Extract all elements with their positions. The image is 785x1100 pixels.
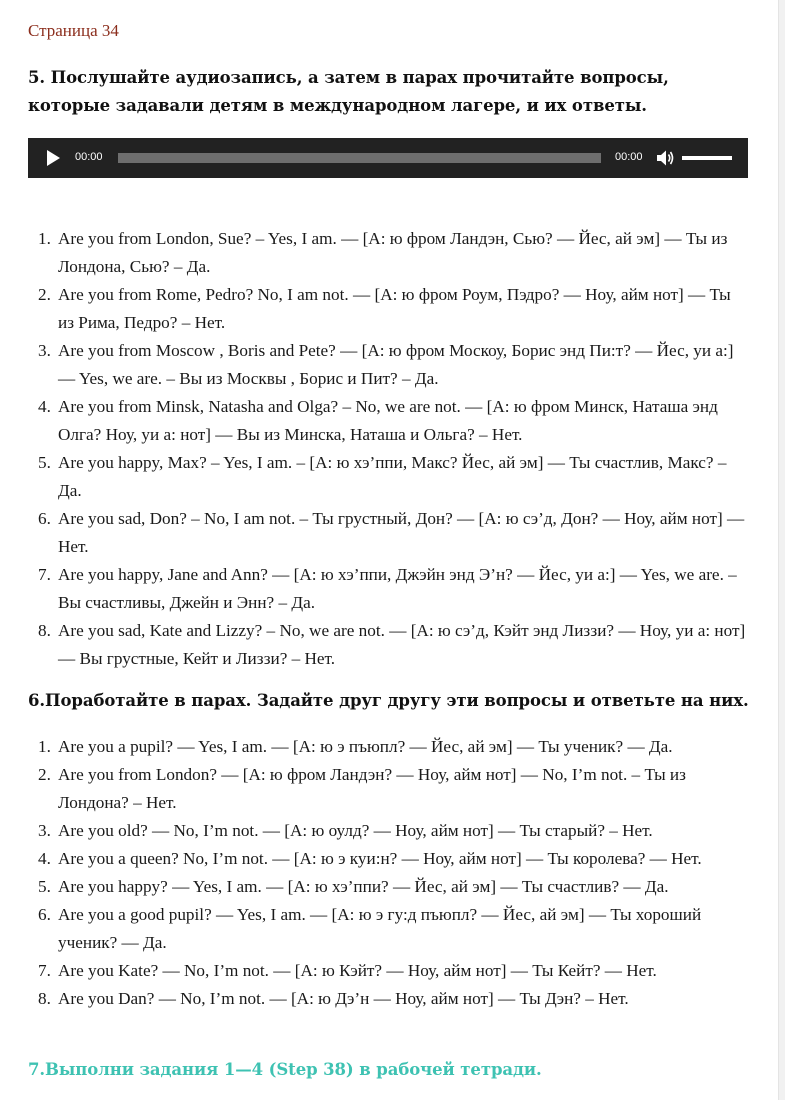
list-item xyxy=(28,901,750,957)
item-number: 3. xyxy=(38,821,51,840)
item-text: Are you happy, Max? – Yes, I am. – [А: ю хэ’ппи, Макс? Йес, ай эм] — Ты счастлив, Макс? – Да. xyxy=(58,453,727,500)
item-number: 2. xyxy=(38,765,51,784)
list-item xyxy=(28,817,750,845)
item-text: Are you happy, Jane and Ann? — [А: ю хэ’ппи, Джэйн энд Э’н? — Йес, уи а:] — Yes, we are. – Вы счастливы, Джейн и Энн? – Да. xyxy=(58,565,737,612)
task-6-heading: 6.Поработайте в парах. Задайте друг другу эти вопросы и ответьте на них. xyxy=(28,691,749,710)
item-number: 4. xyxy=(38,849,51,868)
list-item xyxy=(28,281,750,337)
item-text: Are you from Moscow , Boris and Pete? — [А: ю фром Москоу, Борис энд Пи:т? — Йес, уи а:] — Yes, we are. – Вы из Москвы , Борис и Пит? – Да. xyxy=(58,341,734,388)
list-item xyxy=(28,561,750,617)
task-7-heading: 7.Выполни задания 1—4 (Step 38) в рабочей тетради. xyxy=(28,1060,542,1079)
item-number: 6. xyxy=(38,509,51,528)
current-time: 00:00 xyxy=(75,151,103,163)
item-text: Are you old? — No, I’m not. — [А: ю оулд? — Ноу, айм нот] — Ты старый? – Нет. xyxy=(58,821,653,840)
item-number: 8. xyxy=(38,989,51,1008)
item-text: Are you a pupil? — Yes, I am. — [А: ю э пъюпл? — Йес, ай эм] — Ты ученик? — Да. xyxy=(58,737,673,756)
item-number: 5. xyxy=(38,453,51,472)
task-5-list xyxy=(28,225,750,673)
list-item xyxy=(28,337,750,393)
item-number: 4. xyxy=(38,397,51,416)
play-icon[interactable] xyxy=(47,150,60,166)
item-text: Are you a queen? No, I’m not. — [А: ю э куи:н? — Ноу, айм нот] — Ты королева? — Нет. xyxy=(58,849,702,868)
list-item xyxy=(28,761,750,817)
list-item xyxy=(28,985,750,1013)
item-number: 7. xyxy=(38,565,51,584)
list-item xyxy=(28,225,750,281)
item-text: Are you happy? — Yes, I am. — [А: ю хэ’ппи? — Йес, ай эм] — Ты счастлив? — Да. xyxy=(58,877,669,896)
list-item xyxy=(28,393,750,449)
item-number: 3. xyxy=(38,341,51,360)
list-item xyxy=(28,449,750,505)
item-number: 7. xyxy=(38,961,51,980)
list-item xyxy=(28,845,750,873)
volume-icon[interactable] xyxy=(656,149,676,167)
item-text: Are you Kate? — No, I’m not. — [А: ю Кэйт? — Ноу, айм нот] — Ты Кейт? — Нет. xyxy=(58,961,657,980)
list-item xyxy=(28,505,750,561)
item-number: 1. xyxy=(38,229,51,248)
list-item xyxy=(28,733,750,761)
item-text: Are you from London, Sue? – Yes, I am. — [А: ю фром Ландэн, Сью? — Йес, ай эм] — Ты из Лондона, Сью? – Да. xyxy=(58,229,728,276)
item-number: 8. xyxy=(38,621,51,640)
list-item xyxy=(28,957,750,985)
volume-slider[interactable] xyxy=(682,156,732,160)
page-label: Страница 34 xyxy=(28,21,119,40)
item-text: Are you from Rome, Pedro? No, I am not. — [А: ю фром Роум, Пэдро? — Ноу, айм нот] — Ты из Рима, Педро? – Нет. xyxy=(58,285,731,332)
list-item xyxy=(28,617,750,673)
item-number: 2. xyxy=(38,285,51,304)
task-6-list xyxy=(28,733,750,1013)
total-time: 00:00 xyxy=(615,151,643,163)
item-text: Are you from London? — [А: ю фром Ландэн? — Ноу, айм нот] — No, I’m not. – Ты из Лондона? – Нет. xyxy=(58,765,686,812)
task-5-heading: 5. Послушайте аудиозапись, а затем в парах прочитайте вопросы, которые задавали детям в международном лагере, и их ответы. xyxy=(28,68,669,115)
item-text: Are you from Minsk, Natasha and Olga? – No, we are not. — [А: ю фром Минск, Наташа энд Олга? Ноу, уи а: нот] — Вы из Минска, Наташа и Ольга? – Нет. xyxy=(58,397,718,444)
item-number: 1. xyxy=(38,737,51,756)
audio-player xyxy=(28,138,748,178)
item-number: 5. xyxy=(38,877,51,896)
list-item xyxy=(28,873,750,901)
scrollbar[interactable] xyxy=(778,0,785,1100)
item-text: Are you sad, Kate and Lizzy? – No, we are not. — [А: ю сэ’д, Кэйт энд Лиззи? — Ноу, уи а: нот] — Вы грустные, Кейт и Лиззи? – Нет. xyxy=(58,621,746,668)
item-text: Are you sad, Don? – No, I am not. – Ты грустный, Дон? — [А: ю сэ’д, Дон? — Ноу, айм нот] — Нет. xyxy=(58,509,745,556)
item-number: 6. xyxy=(38,905,51,924)
item-text: Are you Dan? — No, I’m not. — [А: ю Дэ’н — Ноу, айм нот] — Ты Дэн? – Нет. xyxy=(58,989,629,1008)
item-text: Are you a good pupil? — Yes, I am. — [А: ю э гу:д пъюпл? — Йес, ай эм] — Ты хороший ученик? — Да. xyxy=(58,905,702,952)
progress-bar[interactable] xyxy=(118,153,601,163)
